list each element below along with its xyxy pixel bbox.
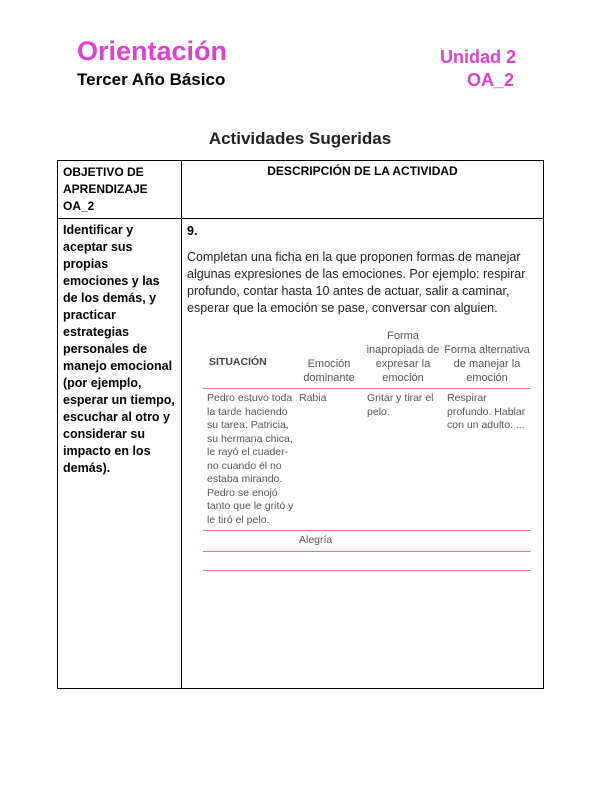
grade-subtitle: Tercer Año Básico [77, 70, 226, 89]
section-title: Actividades Sugeridas [208, 129, 392, 148]
activities-table [57, 160, 544, 689]
header-alternativa: Forma alternativa de manejar la emoción [444, 344, 530, 384]
cell-emocion: Alegría [299, 534, 333, 546]
cell-inapropiada [363, 555, 443, 567]
worksheet-header [203, 329, 531, 389]
cell-situacion [203, 534, 295, 548]
subject-title: Orientación [77, 36, 228, 66]
header-emocion: Emoción dominante [303, 358, 355, 384]
oa-label: OA_2 [466, 70, 514, 90]
header-inapropiada: Forma inapropiada de expresar la emoción [366, 330, 440, 384]
cell-inapropiada [363, 534, 443, 548]
cell-situacion: Pedro estuvo toda la tarde haciendo su tarea. Patricia, su hermana chica, le rayó el cuader-no cuando él no estaba mirando. Pedro se enojó tanto que le gritó y le tiró el pelo. [207, 392, 294, 526]
cell-alternativa: Respirar profundo. Hablar con un adulto. ... [447, 392, 526, 431]
cell-situacion [203, 555, 295, 567]
cell-emocion: Rabia [299, 392, 327, 404]
header-situacion: SITUACIÓN [209, 356, 267, 368]
emotion-worksheet [203, 329, 531, 571]
cell-alternativa [443, 555, 531, 567]
description-header: DESCRIPCIÓN DE LA ACTIVIDAD [182, 161, 544, 219]
worksheet-row [203, 531, 531, 552]
cell-inapropiada: Gritar y tirar el pelo. [367, 392, 434, 418]
activity-description: Completan una ficha en la que proponen formas de manejar algunas expresiones de las emociones. Por ejemplo: respirar profundo, contar hasta 10 antes de actuar, salir a caminar, esperar que la emoción se pase, conversar con alguien. [187, 250, 526, 315]
cell-emocion [295, 555, 363, 567]
objective-header: OBJETIVO DE APRENDIZAJE OA_2 [58, 161, 182, 219]
objective-text: Identificar y aceptar sus propias emociones y las de los demás, y practicar estrategias personales de manejo emocional (por ejemplo, esperar un tiempo, escuchar al otro y considerar su impacto en los demás). [58, 219, 182, 689]
activity-cell [182, 219, 544, 689]
activity-number: 9. [187, 224, 198, 238]
worksheet-row [203, 552, 531, 571]
cell-alternativa [443, 534, 531, 548]
unit-label: Unidad 2 [439, 47, 516, 67]
worksheet-row [203, 389, 531, 531]
